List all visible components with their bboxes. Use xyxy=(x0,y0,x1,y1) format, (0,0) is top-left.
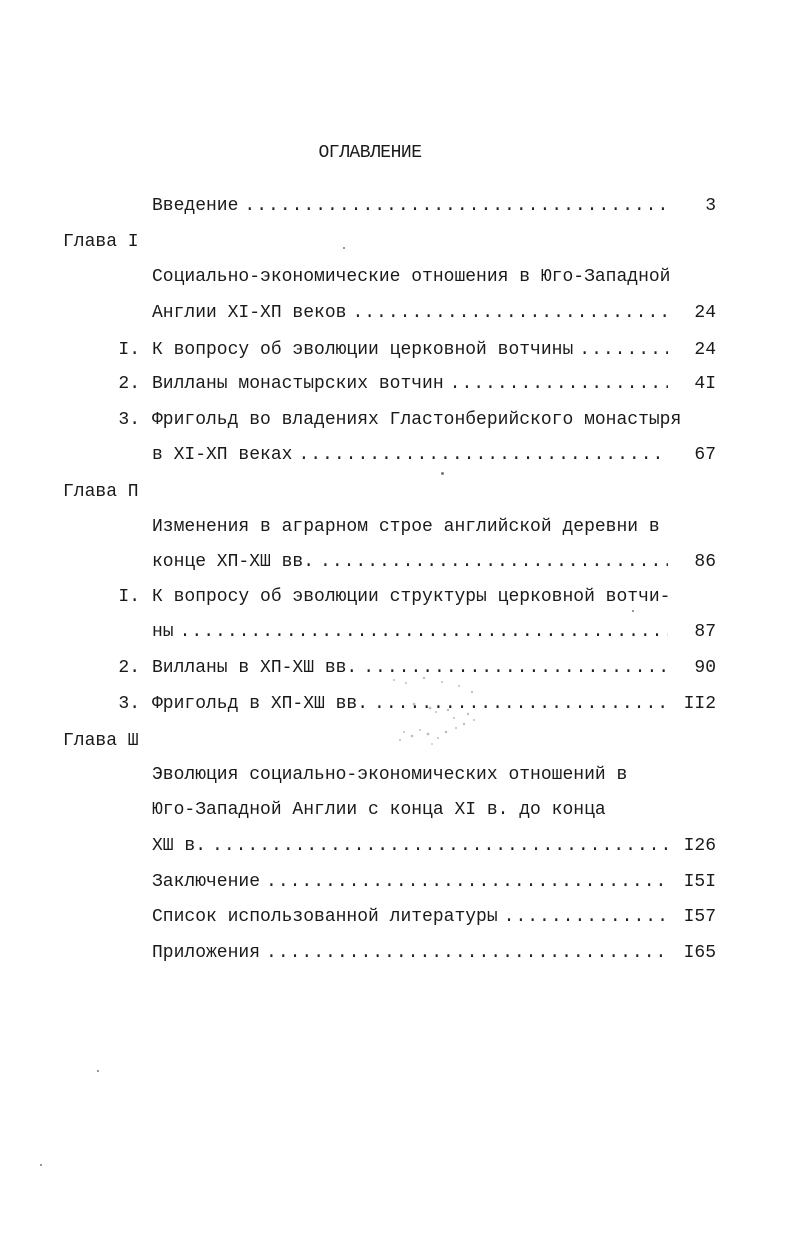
page-number: 24 xyxy=(694,340,716,360)
dot-leader xyxy=(266,943,668,963)
toc-entry-label: К вопросу об эволюции структуры церковной вотчи- xyxy=(152,587,671,607)
toc-entry-label: К вопросу об эволюции церковной вотчины xyxy=(152,340,574,360)
toc-entry-label: Фригольд во владениях Гластонберийского монастыря xyxy=(152,410,682,430)
section-number: 3. xyxy=(118,410,140,430)
chapter-1-heading: Глава I xyxy=(63,232,139,252)
dot-leader xyxy=(352,303,668,323)
section-number: I. xyxy=(118,340,140,360)
chapter-1-title-line: Англии XI-XП веков xyxy=(152,303,347,323)
section-number: 2. xyxy=(118,374,140,394)
page-number: 87 xyxy=(694,622,716,642)
page-title: ОГЛАВЛЕНИЕ xyxy=(318,143,422,163)
page-number: I57 xyxy=(683,907,716,927)
page-number: II2 xyxy=(683,694,716,714)
page-number: 90 xyxy=(694,658,716,678)
page-number: I5I xyxy=(683,872,716,892)
chapter-3-title-line: Юго-Западной Англии с конца XI в. до конца xyxy=(152,800,606,820)
toc-entry-section xyxy=(152,340,668,360)
page-number: 24 xyxy=(694,303,716,323)
chapter-3-title-line: XШ в. xyxy=(152,836,207,856)
dot-leader xyxy=(320,552,668,572)
scan-speck xyxy=(632,610,634,612)
scan-speck xyxy=(441,472,444,475)
dot-leader xyxy=(180,622,668,642)
toc-entry-chapter-2 xyxy=(152,552,668,572)
toc-entry-introduction xyxy=(152,196,668,216)
toc-entry-label: Приложения xyxy=(152,943,261,963)
toc-entry-label: Заключение xyxy=(152,872,261,892)
toc-entry-conclusion xyxy=(152,872,668,892)
toc-entry-chapter-3 xyxy=(152,836,668,856)
toc-entry-chapter-1 xyxy=(152,303,668,323)
chapter-2-title-line: Изменения в аграрном строе английской деревни в xyxy=(152,517,660,537)
dot-leader xyxy=(579,340,668,360)
chapter-3-heading: Глава Ш xyxy=(63,731,139,751)
page-number: I26 xyxy=(683,836,716,856)
scan-speck xyxy=(40,1164,42,1166)
toc-entry-label: ны xyxy=(152,622,174,642)
page-number: 67 xyxy=(694,445,716,465)
chapter-2-heading: Глава П xyxy=(63,482,139,502)
toc-entry-label: Вилланы в XП-XШ вв. xyxy=(152,658,358,678)
page-number: 3 xyxy=(705,196,716,216)
dot-leader xyxy=(244,196,668,216)
toc-entry-label: в XI-XП веках xyxy=(152,445,293,465)
faint-stamp-mark xyxy=(384,674,484,748)
chapter-3-title-line: Эволюция социально-экономических отношений в xyxy=(152,765,628,785)
scan-speck xyxy=(343,247,345,249)
page-number: I65 xyxy=(683,943,716,963)
toc-entry-section xyxy=(152,445,668,465)
toc-entry-section xyxy=(152,374,668,394)
dot-leader xyxy=(450,374,668,394)
toc-entry-label: Вилланы монастырских вотчин xyxy=(152,374,444,394)
toc-entry-label: Введение xyxy=(152,196,239,216)
chapter-1-title-line: Социально-экономические отношения в Юго-Западной xyxy=(152,267,671,287)
page-number: 86 xyxy=(694,552,716,572)
toc-entry-section xyxy=(152,622,668,642)
toc-entry-label: Список использованной литературы xyxy=(152,907,498,927)
toc-entry-label: Фригольд в XП-XШ вв. xyxy=(152,694,369,714)
dot-leader xyxy=(212,836,668,856)
dot-leader xyxy=(504,907,668,927)
toc-entry-appendix xyxy=(152,943,668,963)
section-number: 3. xyxy=(118,694,140,714)
dot-leader xyxy=(266,872,668,892)
chapter-2-title-line: конце XП-XШ вв. xyxy=(152,552,315,572)
page-number: 4I xyxy=(694,374,716,394)
section-number: 2. xyxy=(118,658,140,678)
toc-entry-bibliography xyxy=(152,907,668,927)
section-number: I. xyxy=(118,587,140,607)
dot-leader xyxy=(298,445,668,465)
scan-speck xyxy=(97,1070,99,1072)
